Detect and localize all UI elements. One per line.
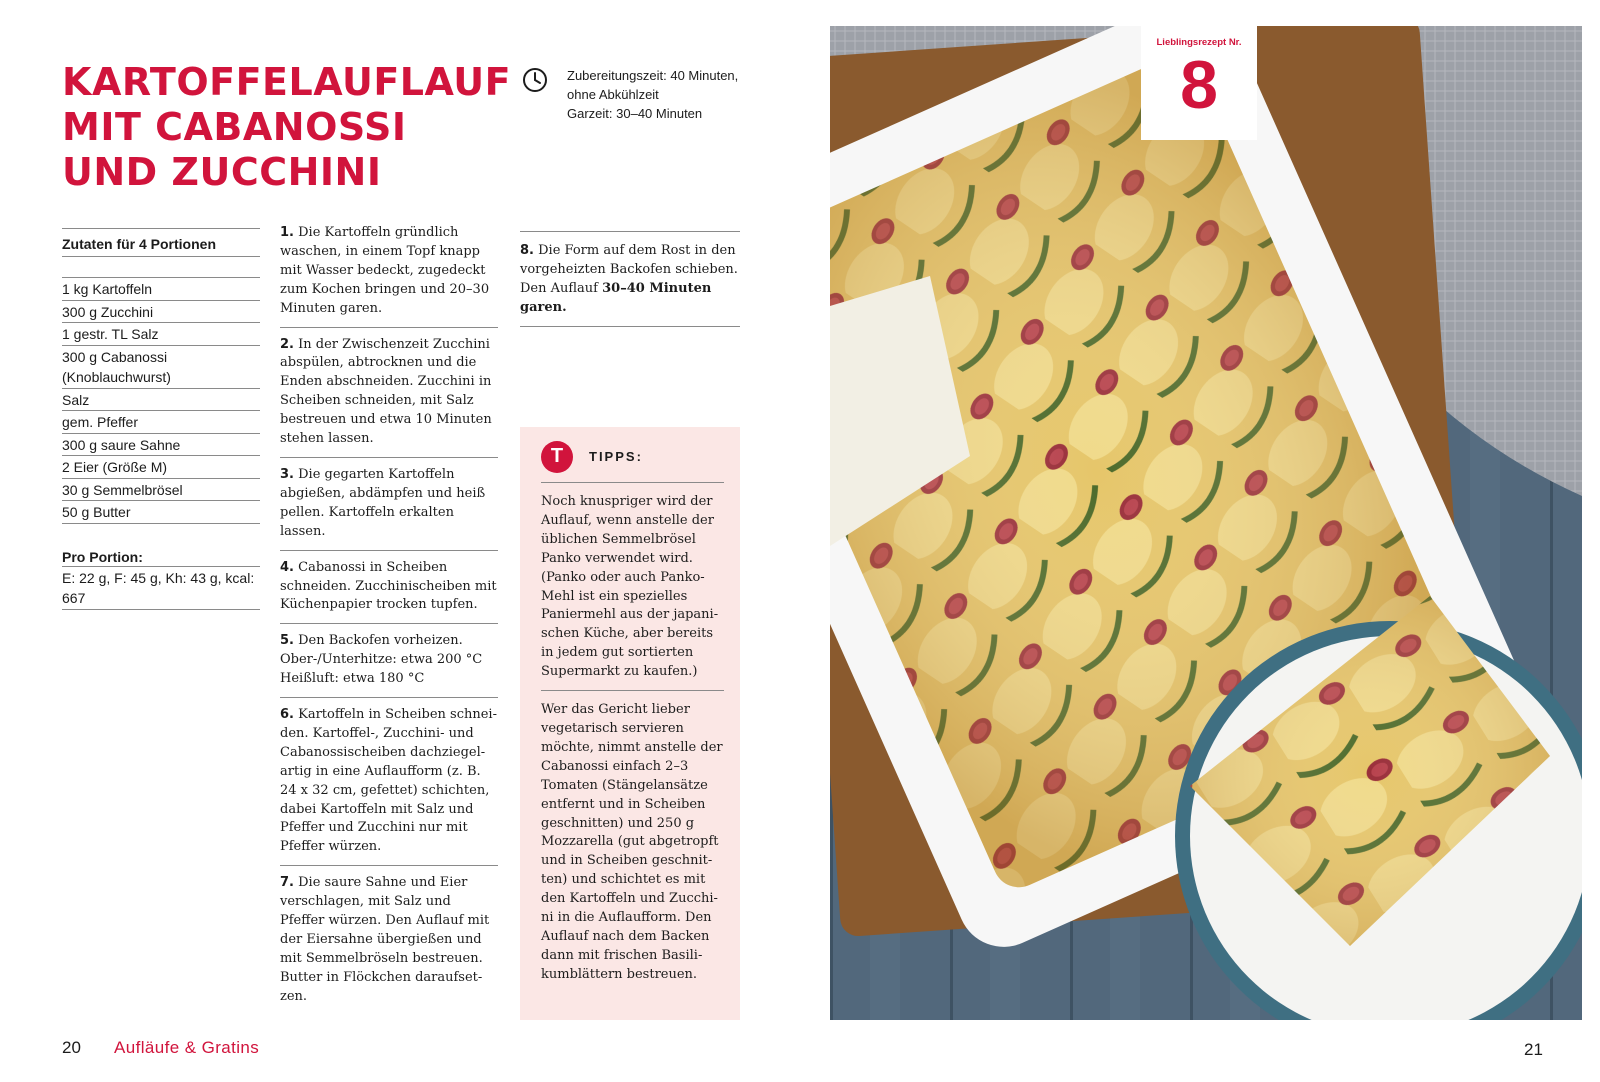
step-number: 3. <box>280 466 294 482</box>
ingredient-item: Salz <box>62 388 260 411</box>
step-number: 2. <box>280 336 294 352</box>
step-item-8 <box>520 231 740 327</box>
step-item <box>280 336 498 458</box>
step-number: 6. <box>280 707 294 723</box>
steps-column <box>280 224 498 1015</box>
step-item <box>280 466 498 551</box>
ingredient-item: 1 gestr. TL Salz <box>62 322 260 345</box>
step-text: Kartoffeln in Scheiben schneiden. Kartoffel-, Zucchini- und Cabanossischeiben dachziegelartig in eine Auflaufform (z. B. 24 x 32 cm, gefettet) schichten, dabei Kartoffeln mit Salz und Pfeffer und Zucchini nur mit Pfeffer würzen. <box>280 707 497 855</box>
ingredient-item: 1 kg Kartoffeln <box>62 277 260 300</box>
ingredient-item: 300 g Cabanossi (Knoblauchwurst) <box>62 345 260 388</box>
tips-label: TIPPS: <box>589 449 643 464</box>
step-item <box>280 224 498 328</box>
prep-time: Zubereitungszeit: 40 Minuten, <box>567 68 739 83</box>
badge-number: 8 <box>1180 47 1218 123</box>
page-number-right: 21 <box>1524 1040 1543 1059</box>
favorite-recipe-badge <box>1141 26 1257 140</box>
clock-icon <box>522 67 548 93</box>
prep-time-note: ohne Abkühlzeit <box>567 87 659 102</box>
time-info <box>567 66 738 123</box>
tips-header <box>541 439 724 483</box>
ingredient-item: 300 g saure Sahne <box>62 433 260 456</box>
ingredients-list <box>62 277 260 524</box>
step-text: Den Backofen vorheizen. Ober-/Unterhitze: etwa 200 °C Heißluft: etwa 180 °C <box>280 633 483 687</box>
step-item <box>280 706 498 866</box>
badge-label: Lieblingsrezept Nr. <box>1156 37 1242 48</box>
casserole-photo <box>830 26 1582 1020</box>
section-title: Aufläufe & Gratins <box>114 1038 260 1057</box>
step-number: 7. <box>280 875 294 891</box>
ingredient-item: 2 Eier (Größe M) <box>62 455 260 478</box>
step-text-bold: 30–40 Minuten garen. <box>520 280 712 315</box>
tip-text: Wer das Gericht lieber vegetarisch servieren möchte, nimmt anstelle der Cabanossi einfach 2–3 Tomaten (Stängelansätze entfernt und in Scheiben geschnitten) und 250 g Mozzarella (gut abgetropft und in Scheiben geschnitten) und schichtet es mit den Kartoffeln und Zucchini in die Auflaufform. Den Auflauf nach dem Backen dann mit frischen Basilikumblättern bestreuen. <box>541 702 723 982</box>
recipe-title: KARTOFFELAUFLAUF MIT CABANOSSI UND ZUCCHINI <box>62 60 512 194</box>
step-text: Die Kartoffeln gründlich waschen, in einem Topf knapp mit Wasser bedeckt, zugedeckt zum Kochen bringen und 20–30 Minuten garen. <box>280 225 490 316</box>
step-number: 1. <box>280 225 294 240</box>
step-text: Cabanossi in Scheiben schneiden. Zucchinischeiben mit Küchenpapier trocken tupfen. <box>280 559 497 613</box>
step-item <box>280 632 498 698</box>
ingredients-panel <box>62 228 260 610</box>
tips-box <box>520 427 740 1020</box>
ingredient-item: 30 g Semmelbrösel <box>62 478 260 501</box>
ingredient-item: 300 g Zucchini <box>62 300 260 323</box>
step-text: Die gegarten Kartoffeln abgießen, abdämpfen und heiß pellen. Kartoffeln erkalten lassen. <box>280 466 486 539</box>
page-number-left: 20 <box>62 1038 81 1057</box>
step-item <box>280 874 498 1014</box>
portion-heading: Pro Portion: <box>62 548 143 565</box>
ingredients-heading: Zutaten für 4 Portionen <box>62 228 260 257</box>
tip-text: Noch knuspriger wird der Auflauf, wenn anstelle der üblichen Semmelbrösel Panko verwendet wird. (Panko oder auch Panko-Mehl ist ein spezielles Paniermehl aus der japanischen Küche, aber bereits in jedem gut sortierten Supermarkt zu kaufen.) <box>541 483 724 691</box>
step-number: 5. <box>280 633 294 649</box>
step-number: 4. <box>280 559 294 575</box>
tips-badge-icon: T <box>541 441 573 473</box>
step-number: 8. <box>520 243 534 258</box>
step-text: Die Form auf dem Rost in den vorgeheizten Backofen schieben. Den Auflauf <box>520 243 738 296</box>
step-text: In der Zwischenzeit Zucchini abspülen, abtrocknen und die Enden abschneiden. Zucchini in Scheiben schneiden, mit Salz bestreuen und etwa 10 Minuten stehen lassen. <box>280 336 492 447</box>
step-text: Die saure Sahne und Eier verschlagen, mit Salz und Pfeffer würzen. Den Auflauf mit der Eiersahne übergießen und mit Semmelbröseln bestreuen. Butter in Flöckchen daraufsetzen. <box>280 875 490 1004</box>
ingredient-item: gem. Pfeffer <box>62 410 260 433</box>
portion-values: E: 22 g, F: 45 g, Kh: 43 g, kcal: 667 <box>62 566 260 610</box>
cook-time: Garzeit: 30–40 Minuten <box>567 106 703 121</box>
ingredient-item: 50 g Butter <box>62 500 260 524</box>
step-item <box>280 559 498 625</box>
